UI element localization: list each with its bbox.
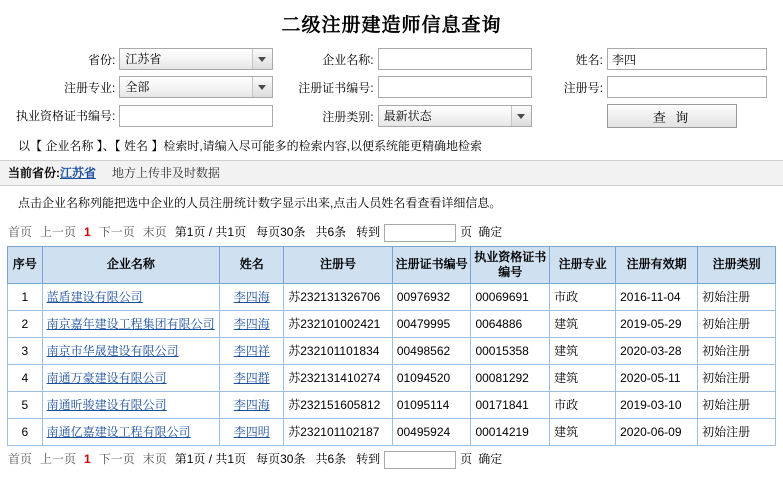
search-form-table <box>14 45 769 131</box>
company-link[interactable]: 南通昕骏建设有限公司 <box>46 398 167 413</box>
pager-prev[interactable]: 上一页 <box>40 225 77 239</box>
label-qual-no: 执业资格证书编号: <box>16 109 116 123</box>
person-link[interactable]: 李四祥 <box>233 344 270 359</box>
pager-ok-button[interactable]: 确定 <box>478 225 503 239</box>
cell-type: 初始注册 <box>698 337 776 364</box>
cell-qual-no: 00015358 <box>471 337 550 364</box>
company-link[interactable]: 南通亿嘉建设工程有限公司 <box>46 425 191 440</box>
pager-total: 共6条 <box>315 225 347 239</box>
cell-major: 市政 <box>550 283 616 310</box>
pager-top <box>0 219 783 246</box>
person-link[interactable]: 李四明 <box>233 425 270 440</box>
pager-goto-input[interactable] <box>384 451 456 469</box>
cell-reg-no: 苏232101102187 <box>284 418 393 445</box>
cell-cert-no: 00498562 <box>392 337 471 364</box>
search-hint: 以【 企业名称 】、【 姓名 】检索时,请编入尽可能多的检索内容,以便系统能更精确地检索 <box>18 139 483 153</box>
label-major: 注册专业: <box>64 80 116 95</box>
table-row <box>8 310 776 337</box>
cell-type: 初始注册 <box>698 364 776 391</box>
cell-qual-no: 00014219 <box>471 418 550 445</box>
company-link[interactable]: 南京嘉年建设工程集团有限公司 <box>46 317 215 332</box>
header-name: 姓名 <box>220 246 284 283</box>
person-link[interactable]: 李四海 <box>233 290 270 305</box>
cell-seq: 5 <box>8 391 43 418</box>
company-link[interactable]: 蓝盾建设有限公司 <box>46 290 143 305</box>
header-major: 注册专业 <box>550 246 616 283</box>
pager-first[interactable]: 首页 <box>8 451 33 466</box>
pager-goto-label: 转到 <box>356 451 381 466</box>
pager-bottom <box>0 446 783 473</box>
cell-major: 建筑 <box>550 418 616 445</box>
cell-seq: 1 <box>8 283 43 310</box>
table-header-row <box>8 246 776 283</box>
current-province-bar <box>0 160 783 186</box>
chevron-down-icon <box>252 77 272 97</box>
results-table <box>7 246 776 446</box>
company-link[interactable]: 南通万豪建设有限公司 <box>46 371 167 386</box>
cell-valid: 2019-05-29 <box>616 310 698 337</box>
person-link[interactable]: 李四海 <box>233 398 270 413</box>
cell-seq: 3 <box>8 337 43 364</box>
cell-valid: 2019-03-10 <box>616 391 698 418</box>
cell-cert-no: 00495924 <box>392 418 471 445</box>
cell-reg-no: 苏232101101834 <box>284 337 393 364</box>
header-qual-no: 执业资格证书编号 <box>471 246 550 283</box>
header-seq: 序号 <box>8 246 43 283</box>
cert-no-input[interactable] <box>378 76 532 98</box>
cell-cert-no: 01094520 <box>392 364 471 391</box>
header-valid: 注册有效期 <box>616 246 698 283</box>
cell-cert-no: 00479995 <box>392 310 471 337</box>
pager-first[interactable]: 首页 <box>8 225 33 239</box>
cell-reg-no: 苏232101002421 <box>284 310 393 337</box>
cell-qual-no: 00069691 <box>471 283 550 310</box>
page-title: 二级注册建造师信息查询 <box>281 15 502 36</box>
pager-page-unit: 页 <box>460 451 473 466</box>
cell-cert-no: 01095114 <box>392 391 471 418</box>
person-link[interactable]: 李四群 <box>233 371 270 386</box>
cell-valid: 2020-03-28 <box>616 337 698 364</box>
province-select[interactable] <box>119 48 273 70</box>
cell-seq: 4 <box>8 364 43 391</box>
pager-total: 共6条 <box>315 451 347 466</box>
chevron-down-icon <box>252 49 272 69</box>
cell-seq: 6 <box>8 418 43 445</box>
current-province-label: 当前省份: <box>8 166 60 180</box>
pager-last[interactable]: 末页 <box>142 451 167 466</box>
person-link[interactable]: 李四海 <box>233 317 270 332</box>
pager-current-page: 1 <box>84 225 91 239</box>
cell-qual-no: 0064886 <box>471 310 550 337</box>
company-link[interactable]: 南京市华晟建设有限公司 <box>46 344 179 359</box>
search-button[interactable]: 查 询 <box>607 104 737 128</box>
table-row <box>8 391 776 418</box>
cell-valid: 2020-05-11 <box>616 364 698 391</box>
cell-seq: 2 <box>8 310 43 337</box>
pager-page-info: 第1页 / 共1页 <box>174 225 247 239</box>
search-form <box>0 45 783 131</box>
pager-prev[interactable]: 上一页 <box>40 451 77 466</box>
label-province: 省份: <box>88 52 116 67</box>
cell-type: 初始注册 <box>698 283 776 310</box>
pager-per-page: 每页30条 <box>256 225 306 239</box>
qual-no-input[interactable] <box>119 105 273 127</box>
label-reg-type: 注册类别: <box>322 109 374 124</box>
cell-major: 建筑 <box>550 310 616 337</box>
pager-ok-button[interactable]: 确定 <box>478 451 503 466</box>
reg-type-select[interactable] <box>378 105 532 127</box>
cell-type: 初始注册 <box>698 391 776 418</box>
province-bar-note: 地方上传非及时数据 <box>112 166 221 180</box>
header-cert-no: 注册证书编号 <box>392 246 471 283</box>
pager-current-page: 1 <box>84 451 91 466</box>
cell-qual-no: 00171841 <box>471 391 550 418</box>
major-select-value: 全部 <box>125 80 150 94</box>
cell-valid: 2016-11-04 <box>616 283 698 310</box>
major-select[interactable] <box>119 76 273 98</box>
province-select-value: 江苏省 <box>125 52 162 66</box>
current-province-value[interactable]: 江苏省 <box>60 166 97 180</box>
pager-page-info: 第1页 / 共1页 <box>174 451 247 466</box>
header-type: 注册类别 <box>698 246 776 283</box>
table-row <box>8 283 776 310</box>
company-input[interactable] <box>378 48 532 70</box>
label-company: 企业名称: <box>322 52 374 67</box>
table-row <box>8 337 776 364</box>
cell-type: 初始注册 <box>698 418 776 445</box>
cell-type: 初始注册 <box>698 310 776 337</box>
header-reg-no: 注册号 <box>284 246 393 283</box>
reg-no-input[interactable] <box>607 76 767 98</box>
label-reg-no: 注册号: <box>563 80 603 95</box>
result-tip: 点击企业名称列能把选中企业的人员注册统计数字显示出来,点击人员姓名看查看详细信息。 <box>18 196 502 210</box>
cell-reg-no: 苏232131326706 <box>284 283 393 310</box>
label-person: 姓名: <box>575 52 603 67</box>
table-row <box>8 418 776 445</box>
pager-goto-input[interactable] <box>384 224 456 242</box>
pager-next[interactable]: 下一页 <box>98 451 135 466</box>
pager-page-unit: 页 <box>460 225 473 239</box>
label-cert-no: 注册证书编号: <box>298 80 374 95</box>
cell-major: 市政 <box>550 391 616 418</box>
cell-reg-no: 苏232151605812 <box>284 391 393 418</box>
cell-valid: 2020-06-09 <box>616 418 698 445</box>
pager-next[interactable]: 下一页 <box>98 225 135 239</box>
header-company: 企业名称 <box>42 246 220 283</box>
cell-major: 建筑 <box>550 364 616 391</box>
cell-qual-no: 00081292 <box>471 364 550 391</box>
pager-per-page: 每页30条 <box>256 451 306 466</box>
cell-cert-no: 00976932 <box>392 283 471 310</box>
cell-reg-no: 苏232131410274 <box>284 364 393 391</box>
reg-type-select-value: 最新状态 <box>383 109 432 123</box>
table-row <box>8 364 776 391</box>
pager-goto-label: 转到 <box>356 225 381 239</box>
cell-major: 建筑 <box>550 337 616 364</box>
chevron-down-icon <box>511 106 531 126</box>
pager-last[interactable]: 末页 <box>142 225 167 239</box>
person-input[interactable] <box>607 48 767 70</box>
